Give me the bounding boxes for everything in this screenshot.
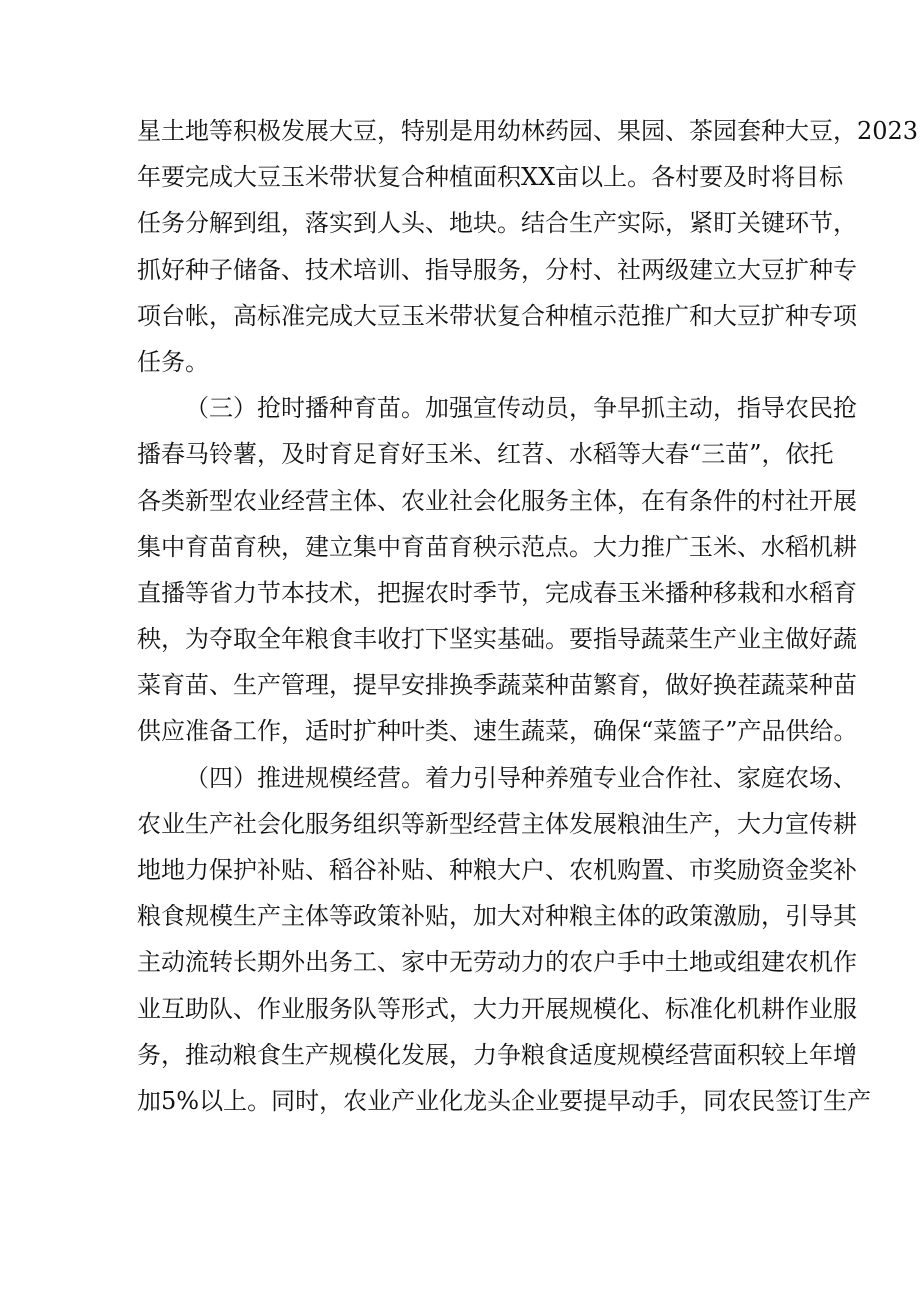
text-line: 各类新型农业经营主体、农业社会化服务主体，在有条件的村社开展 xyxy=(137,486,857,515)
text-line: 播春马铃薯，及时育足育好玉米、红苕、水稻等大春“三苗”，依托 xyxy=(137,440,834,469)
text-line: 供应准备工作，适时扩种叶类、速生蔬菜，确保“菜篮子”产品供给。 xyxy=(137,717,858,746)
text-line: 务，推动粮食生产规模化发展，力争粮食适度规模经营面积较上年增 xyxy=(137,1040,857,1069)
text-line: （四）推进规模经营。着力引导种养殖专业合作社、家庭农场、 xyxy=(185,763,857,792)
text-line: （三）抢时播种育苗。加强宣传动员，争早抓主动，指导农民抢 xyxy=(185,394,857,423)
text-line: 粮食规模生产主体等政策补贴，加大对种粮主体的政策激励，引导其 xyxy=(137,902,857,931)
paragraph-section-4 xyxy=(137,755,872,1125)
text-line: 地地力保护补贴、稻谷补贴、种粮大户、农机购置、市奖励资金奖补 xyxy=(137,856,857,884)
text-line: 菜育苗、生产管理，提早安排换季蔬菜种苗繁育，做好换茬蔬菜种苗 xyxy=(137,671,857,700)
text-line: 星土地等积极发展大豆，特别是用幼林药园、果园、茶园套种大豆，2023 xyxy=(137,117,919,145)
paragraph-section-3 xyxy=(137,385,858,755)
paragraph-continuation xyxy=(137,108,919,385)
document-body xyxy=(137,108,919,1124)
text-line: 农业生产社会化服务组织等新型经营主体发展粮油生产，大力宣传耕 xyxy=(137,809,857,838)
text-line: 主动流转长期外出务工、家中无劳动力的农户手中土地或组建农机作 xyxy=(137,948,857,977)
text-line: 任务。 xyxy=(137,347,209,376)
text-line: 直播等省力节本技术，把握农时季节，完成春玉米播种移栽和水稻育 xyxy=(137,578,857,607)
text-line: 业互助队、作业服务队等形式，大力开展规模化、标准化机耕作业服 xyxy=(137,994,857,1023)
text-line: 加5%以上。同时，农业产业化龙头企业要提早动手，同农民签订生产 xyxy=(137,1086,872,1115)
text-line: 集中育苗育秧，建立集中育苗育秧示范点。大力推广玉米、水稻机耕 xyxy=(137,532,857,561)
text-line: 秧，为夺取全年粮食丰收打下坚实基础。要指导蔬菜生产业主做好蔬 xyxy=(137,625,857,654)
text-line: 任务分解到组，落实到人头、地块。结合生产实际，紧盯关键环节， xyxy=(137,209,857,238)
text-line: 年要完成大豆玉米带状复合种植面积XX亩以上。各村要及时将目标 xyxy=(137,163,844,192)
text-line: 抓好种子储备、技术培训、指导服务，分村、社两级建立大豆扩种专 xyxy=(137,255,857,284)
text-line: 项台帐，高标准完成大豆玉米带状复合种植示范推广和大豆扩种专项 xyxy=(137,301,857,330)
